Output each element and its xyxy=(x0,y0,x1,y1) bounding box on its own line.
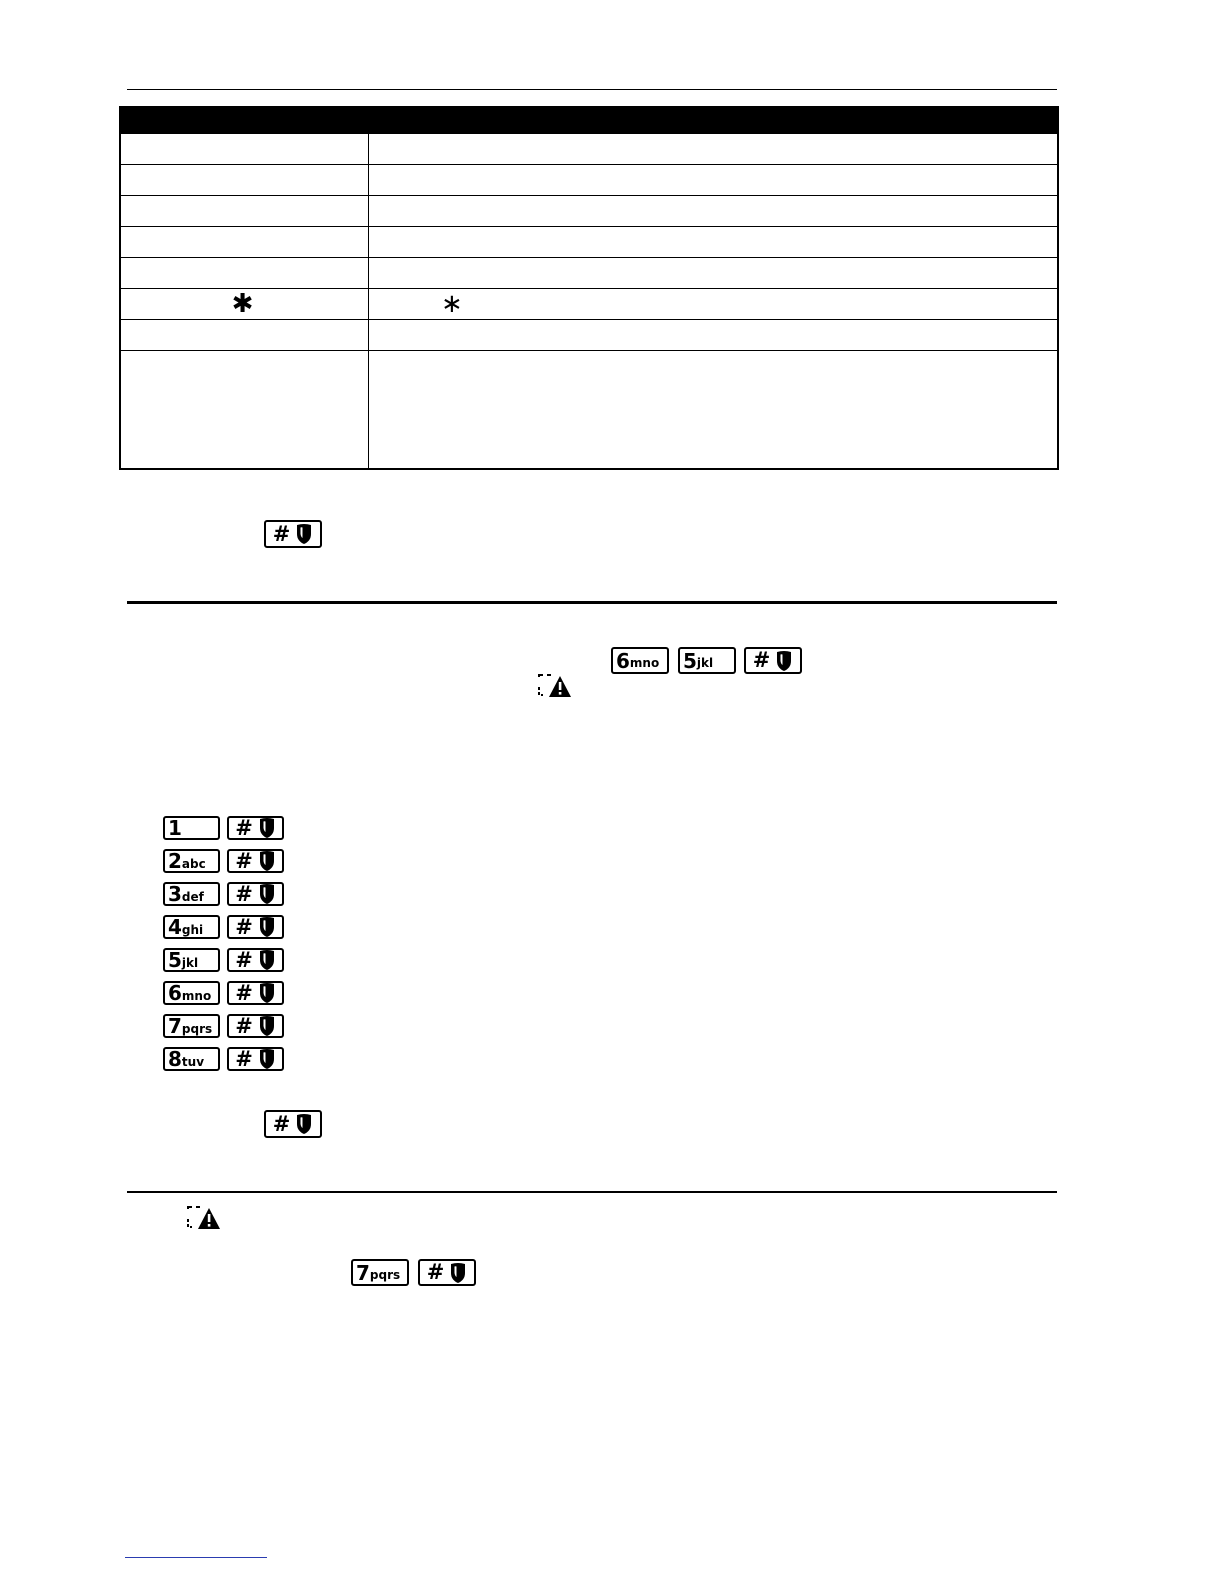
warning-triangle-icon xyxy=(186,1205,222,1231)
hash-key: # xyxy=(227,882,284,906)
key-2: 2 abc xyxy=(163,849,220,873)
key-6: 6 mno xyxy=(163,981,220,1005)
hash-key: # xyxy=(227,915,284,939)
section-rule xyxy=(127,1191,1057,1193)
key-3: 3 def xyxy=(163,882,220,906)
header-rule xyxy=(127,89,1057,90)
table-row xyxy=(121,164,1057,195)
asterisk-symbol: ∗ xyxy=(441,289,463,319)
shield-icon xyxy=(449,1262,467,1284)
section-rule xyxy=(127,601,1057,604)
hash-key: # xyxy=(227,849,284,873)
key-8: 8 tuv xyxy=(163,1047,220,1071)
key-function-table xyxy=(119,106,1059,470)
hash-key: # xyxy=(227,1047,284,1071)
shield-icon xyxy=(295,1113,313,1135)
table-row xyxy=(121,319,1057,350)
shield-icon xyxy=(258,1015,276,1037)
hash-key: # xyxy=(264,520,322,548)
key-7: 7 pqrs xyxy=(351,1259,409,1286)
shield-icon xyxy=(258,817,276,839)
hash-key: # xyxy=(227,1014,284,1038)
key-5: 5 jkl xyxy=(678,647,736,674)
hash-key: # xyxy=(264,1110,322,1138)
table-row xyxy=(121,134,1057,164)
key-7: 7 pqrs xyxy=(163,1014,220,1038)
key-1: 1 xyxy=(163,816,220,840)
table-row xyxy=(121,226,1057,257)
table-row xyxy=(121,195,1057,226)
table-header xyxy=(121,108,1057,134)
shield-icon xyxy=(258,916,276,938)
shield-icon xyxy=(295,523,313,545)
table-row xyxy=(121,288,1057,319)
warning-triangle-icon xyxy=(537,673,573,699)
shield-icon xyxy=(775,650,793,672)
hash-key: # xyxy=(227,948,284,972)
key-4: 4 ghi xyxy=(163,915,220,939)
shield-icon xyxy=(258,850,276,872)
table-row xyxy=(121,350,1057,468)
key-6: 6 mno xyxy=(611,647,669,674)
table-row xyxy=(121,257,1057,288)
star-key-symbol: ✱ xyxy=(231,289,254,319)
shield-icon xyxy=(258,949,276,971)
hash-key: # xyxy=(227,981,284,1005)
key-5: 5 jkl xyxy=(163,948,220,972)
footnote-rule xyxy=(125,1557,267,1558)
hash-key: # xyxy=(227,816,284,840)
shield-icon xyxy=(258,1048,276,1070)
hash-key: # xyxy=(418,1259,476,1286)
shield-icon xyxy=(258,982,276,1004)
hash-key: # xyxy=(744,647,802,674)
shield-icon xyxy=(258,883,276,905)
